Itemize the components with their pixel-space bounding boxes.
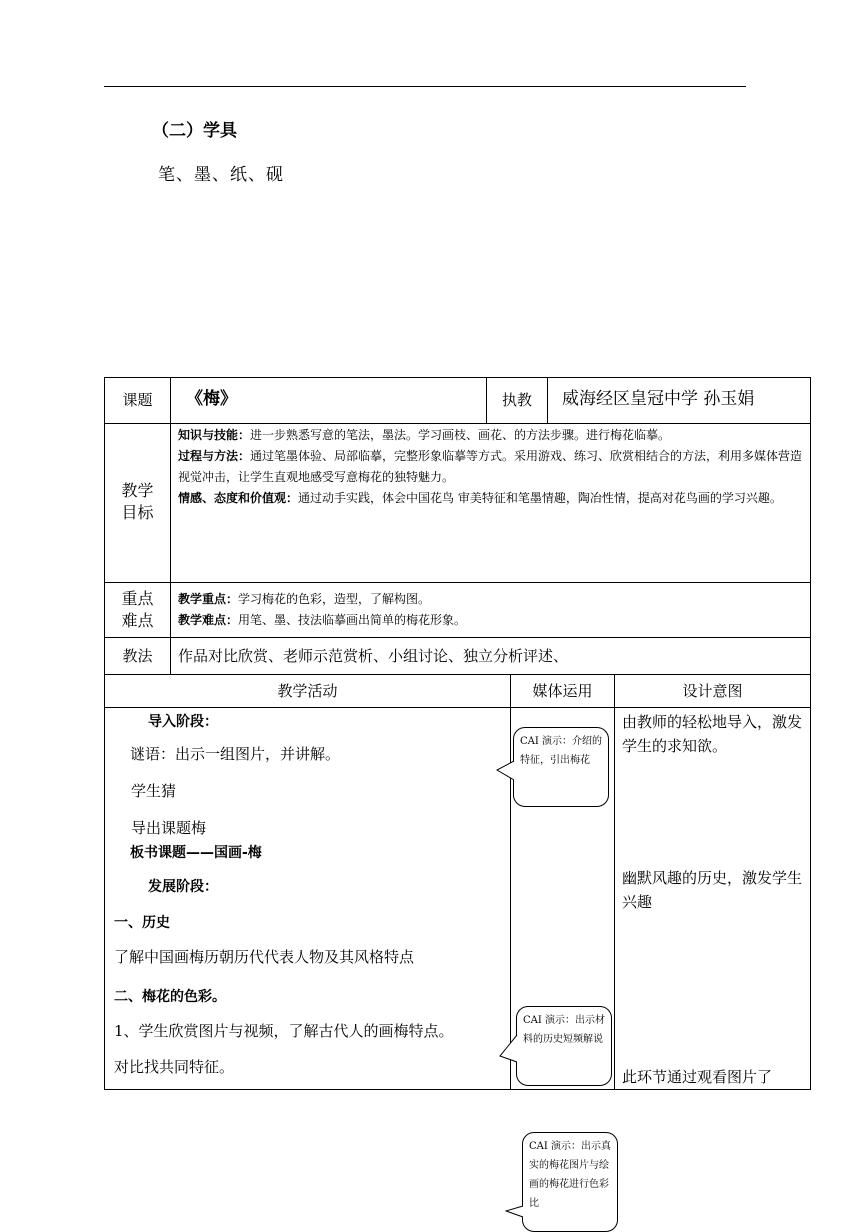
header-rule — [104, 86, 746, 87]
teacher-value: 威海经区皇冠中学 孙玉娟 — [562, 389, 755, 409]
cai-callout-2: CAI 演示：出示材料的历史短频解说 — [516, 1006, 612, 1086]
topic-label: 课题 — [122, 391, 153, 409]
guess: 学生猜 — [131, 782, 177, 800]
design-intent-2: 幽默风趣的历史，激发学生兴趣 — [622, 869, 803, 911]
method-label: 教法 — [122, 647, 153, 665]
topic-out: 导出课题梅 — [131, 819, 207, 837]
history-text: 了解中国画梅历朝历代代表人物及其风格特点 — [114, 948, 415, 966]
goals-label: 教学 目标 — [121, 481, 154, 522]
teacher-label: 执教 — [501, 391, 532, 409]
callout-tail-3 — [505, 1205, 525, 1219]
color-head: 二、梅花的色彩。 — [114, 989, 226, 1005]
tools-list: 笔、墨、纸、砚 — [158, 165, 284, 185]
cai-callout-3: CAI 演示：出示真实的梅花图片与绘画的梅花进行色彩比 — [522, 1132, 618, 1232]
topic-value: 《梅》 — [186, 389, 237, 409]
cai-callout-1: CAI 演示：介绍的特征，引出梅花 — [513, 727, 609, 807]
callout-tail-1 — [496, 760, 516, 782]
develop-stage: 发展阶段： — [148, 879, 218, 895]
design-intent-1: 由教师的轻松地导入，激发学生的求知欲。 — [622, 713, 803, 755]
history-head: 一、历史 — [114, 915, 170, 931]
goals-text: 知识与技能：进一步熟悉写意的笔法，墨法。学习画枝、画花、的方法步骤。进行梅花临摹。 过程与方法：通过笔墨体验、局部临摹，完整形象临摹等方式。采用游戏、练习、欣赏相结合的方法，利用多媒体营造视觉冲击，让学生直观地感受写意梅花的独特魅力。 情感、态度和价值观：通过动手实践，体会中国花鸟 审美特征和笔墨情趣，陶冶性情，提高对花鸟画的学习兴趣。 — [178, 428, 803, 505]
col-media: 媒体运用 — [532, 682, 593, 700]
method-value: 作品对比欣赏、老师示范赏析、小组讨论、独立分析评述、 — [178, 647, 569, 665]
board-title: 板书课题——国画-梅 — [130, 845, 262, 861]
col-activity: 教学活动 — [277, 682, 338, 700]
key-label: 重点 难点 — [121, 589, 154, 630]
section-heading: （二）学具 — [152, 121, 237, 141]
intro-stage: 导入阶段： — [148, 714, 218, 730]
callout-tail-2 — [499, 1034, 519, 1064]
col-design: 设计意图 — [682, 682, 743, 700]
color-line-1: 1、学生欣赏图片与视频，了解古代人的画梅特点。 — [114, 1022, 454, 1040]
riddle: 谜语：出示一组图片，并讲解。 — [130, 745, 341, 763]
color-line-2: 对比找共同特征。 — [114, 1058, 235, 1076]
key-points-text: 教学重点：学习梅花的色彩，造型，了解构图。 教学难点：用笔、墨、技法临摹画出简单的梅花形象。 — [178, 592, 467, 627]
design-intent-3: 此环节通过观看图片了 — [622, 1068, 773, 1086]
